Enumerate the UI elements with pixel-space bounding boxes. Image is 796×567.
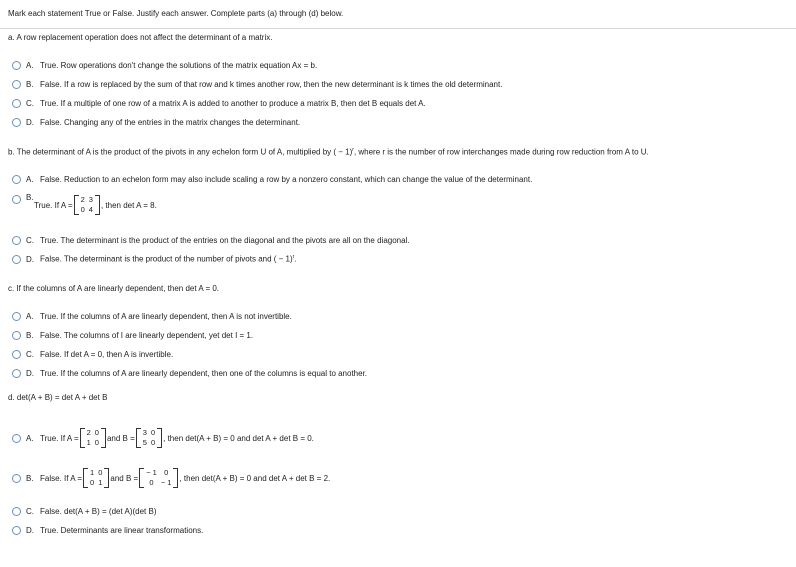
radio-button[interactable] <box>12 255 21 264</box>
part-a-option-b[interactable]: B. False. If a row is replaced by the sum of that row and k times another row, then the new determinant is k times the old determinant. <box>12 77 502 91</box>
radio-button[interactable] <box>12 80 21 89</box>
option-text: False. If a row is replaced by the sum of that row and k times another row, then the new determinant is k times the old determinant. <box>40 79 503 89</box>
option-text: False. The determinant is the product of the number of pivots and ( − 1)$^r$. <box>40 254 297 264</box>
part-d-option-b[interactable]: B. False. If A = 1 0 0 1 and B = − 1 0 0 − 1 , then det(A + B) = 0 and det A + det B = 2. <box>12 465 330 491</box>
radio-button[interactable] <box>12 331 21 340</box>
part-a-option-c[interactable]: C. True. If a multiple of one row of a matrix A is added to another to produce a matrix B, then det B equals det A. <box>12 96 426 110</box>
radio-button[interactable] <box>12 61 21 70</box>
radio-button[interactable] <box>12 236 21 245</box>
radio-button[interactable] <box>12 195 21 204</box>
part-a-title: a. A row replacement operation does not affect the determinant of a matrix. <box>8 33 273 42</box>
part-d-option-c[interactable]: C. False. det(A + B) = (det A)(det B) <box>12 504 157 518</box>
matrix-a: 2 0 1 0 <box>80 428 106 448</box>
option-text: False. If det A = 0, then A is invertible. <box>40 349 174 359</box>
part-b-option-a[interactable]: A. False. Reduction to an echelon form may also include scaling a row by a nonzero constant, which can change the value of the determinant. <box>12 172 532 186</box>
instructions-header <box>0 0 796 29</box>
part-c-option-a[interactable]: A. True. If the columns of A are linearly dependent, then A is not invertible. <box>12 309 292 323</box>
radio-button[interactable] <box>12 369 21 378</box>
radio-button[interactable] <box>12 99 21 108</box>
radio-button[interactable] <box>12 507 21 516</box>
part-d-title: d. det(A + B) = det A + det B <box>8 393 108 402</box>
part-b-title: b. The determinant of A is the product of the pivots in any echelon form U of A, multiplied by ( − 1)$^r$, where r is the number of row interchanges made during row reduction from A to U. <box>8 147 649 157</box>
option-text: True. If the columns of A are linearly dependent, then A is not invertible. <box>40 311 292 321</box>
part-b-option-c[interactable]: C. True. The determinant is the product of the entries on the diagonal and the pivots are all on the diagonal. <box>12 233 410 247</box>
radio-button[interactable] <box>12 474 21 483</box>
radio-button[interactable] <box>12 526 21 535</box>
radio-button[interactable] <box>12 350 21 359</box>
matrix-b: 3 0 5 0 <box>136 428 162 448</box>
part-a-option-d[interactable]: D. False. Changing any of the entries in the matrix changes the determinant. <box>12 115 300 129</box>
matrix-a: 1 0 0 1 <box>83 468 109 488</box>
part-a-option-a[interactable]: A. True. Row operations don't change the solutions of the matrix equation Ax = b. <box>12 58 317 72</box>
instructions-text: Mark each statement True or False. Justify each answer. Complete parts (a) through (d) below. <box>8 9 344 18</box>
option-text: False. Reduction to an echelon form may also include scaling a row by a nonzero constant, which can change the value of the determinant. <box>40 174 533 184</box>
part-d-option-a[interactable]: A. True. If A = 2 0 1 0 and B = 3 0 5 0 , then det(A + B) = 0 and det A + det B = 0. <box>12 425 314 451</box>
part-c-option-d[interactable]: D. True. If the columns of A are linearly dependent, then one of the columns is equal to another. <box>12 366 367 380</box>
option-text: True. Determinants are linear transformations. <box>40 525 204 535</box>
option-text: False. The columns of I are linearly dependent, yet det I = 1. <box>40 330 254 340</box>
matrix-a: 2 3 0 4 <box>74 195 100 215</box>
matrix-b: − 1 0 0 − 1 <box>139 468 178 488</box>
option-text: True. If the columns of A are linearly dependent, then one of the columns is equal to another. <box>40 368 368 378</box>
option-text: True. Row operations don't change the solutions of the matrix equation Ax = b. <box>40 60 318 70</box>
radio-button[interactable] <box>12 175 21 184</box>
radio-button[interactable] <box>12 118 21 127</box>
part-c-option-b[interactable]: B. False. The columns of I are linearly dependent, yet det I = 1. <box>12 328 253 342</box>
option-text: False. det(A + B) = (det A)(det B) <box>40 506 157 516</box>
part-b-option-d[interactable]: D. False. The determinant is the product of the number of pivots and ( − 1)$^r$. <box>12 252 297 266</box>
part-d-option-d[interactable]: D. True. Determinants are linear transformations. <box>12 523 203 537</box>
option-text: False. Changing any of the entries in the matrix changes the determinant. <box>40 117 301 127</box>
option-text: True. The determinant is the product of the entries on the diagonal and the pivots are all on the diagonal. <box>40 235 410 245</box>
radio-button[interactable] <box>12 312 21 321</box>
option-text: True. If a multiple of one row of a matrix A is added to another to produce a matrix B, then det B equals det A. <box>40 98 426 108</box>
radio-button[interactable] <box>12 434 21 443</box>
part-c-option-c[interactable]: C. False. If det A = 0, then A is invertible. <box>12 347 173 361</box>
part-c-title: c. If the columns of A are linearly dependent, then det A = 0. <box>8 284 220 293</box>
part-b-option-b[interactable]: B. True. If A = 2 3 0 4 , then det A = 8. <box>12 193 157 223</box>
